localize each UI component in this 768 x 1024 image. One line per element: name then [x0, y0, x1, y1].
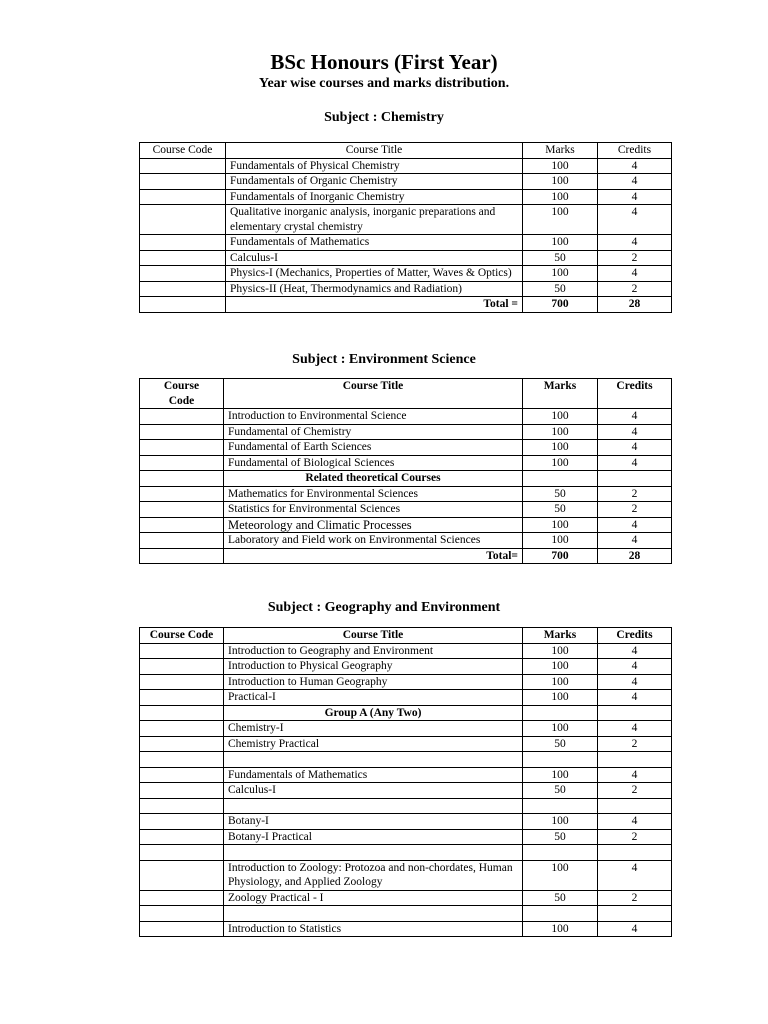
- course-title-cell: Fundamental of Earth Sciences: [224, 440, 523, 456]
- marks-cell: 50: [523, 281, 598, 297]
- credits-cell: 4: [598, 174, 672, 190]
- course-title-cell: Fundamentals of Physical Chemistry: [226, 158, 523, 174]
- course-title-cell: Fundamentals of Mathematics: [226, 235, 523, 251]
- course-code-cell: [140, 235, 226, 251]
- credits-cell: 4: [598, 189, 672, 205]
- course-code-cell: [140, 409, 224, 425]
- credits-cell: 2: [598, 736, 672, 752]
- course-code-cell: [140, 921, 224, 937]
- credits-cell: 4: [598, 440, 672, 456]
- course-title-cell: Chemistry-I: [224, 721, 523, 737]
- table-row: [140, 906, 672, 922]
- credits-cell: 4: [598, 690, 672, 706]
- table-row: [140, 517, 672, 533]
- credits-cell: 2: [598, 502, 672, 518]
- table-row: [140, 752, 672, 768]
- course-code-cell: [140, 829, 224, 845]
- course-title-cell: Fundamental of Biological Sciences: [224, 455, 523, 471]
- table-row: [140, 486, 672, 502]
- course-code-cell: [140, 643, 224, 659]
- chemistry-table: [139, 142, 672, 313]
- course-title-cell: Fundamentals of Mathematics: [224, 767, 523, 783]
- credits-cell: 4: [598, 921, 672, 937]
- table-row: [140, 674, 672, 690]
- course-code-cell: [140, 281, 226, 297]
- credits-cell: 4: [598, 424, 672, 440]
- subject-environment-heading: Subject : Environment Science: [292, 352, 476, 367]
- table-header-row: [140, 143, 672, 159]
- credits-cell: 4: [598, 409, 672, 425]
- column-header: Course Code: [140, 143, 226, 159]
- course-title-cell: Qualitative inorganic analysis, inorganic preparations and elementary crystal chemistry: [226, 205, 523, 235]
- course-code-cell: [140, 860, 224, 890]
- table-row: [140, 250, 672, 266]
- course-title-cell: Botany-I: [224, 814, 523, 830]
- course-title-cell: Introduction to Zoology: Protozoa and non-chordates, Human Physiology, and Applied Zoology: [224, 860, 523, 890]
- marks-cell: 100: [523, 266, 598, 282]
- table-row: [140, 455, 672, 471]
- table-header-row: [140, 379, 672, 409]
- page-subtitle: Year wise courses and marks distribution.: [258, 76, 510, 91]
- credits-cell: 2: [598, 486, 672, 502]
- total-label: Total=: [224, 548, 523, 564]
- marks-cell: 50: [523, 890, 598, 906]
- course-title-cell: [224, 752, 523, 768]
- credits-cell: 4: [598, 266, 672, 282]
- group-label: Group A (Any Two): [224, 705, 523, 721]
- credits-cell: 2: [598, 783, 672, 799]
- marks-cell: 100: [523, 674, 598, 690]
- marks-cell: 100: [523, 860, 598, 890]
- course-title-cell: Fundamentals of Inorganic Chemistry: [226, 189, 523, 205]
- credits-cell: 4: [598, 814, 672, 830]
- course-title-cell: Calculus-I: [226, 250, 523, 266]
- table-row: [140, 158, 672, 174]
- marks-cell: 100: [523, 533, 598, 549]
- marks-cell: 100: [523, 455, 598, 471]
- course-code-cell: [140, 174, 226, 190]
- table-row: [140, 721, 672, 737]
- course-code-cell: [140, 517, 224, 533]
- course-title-cell: [224, 798, 523, 814]
- course-title-cell: Meteorology and Climatic Processes: [224, 517, 523, 533]
- table-row: [140, 860, 672, 890]
- marks-cell: [523, 798, 598, 814]
- column-header: Course Title: [226, 143, 523, 159]
- credits-cell: 4: [598, 235, 672, 251]
- marks-cell: 50: [523, 783, 598, 799]
- section-row: [140, 705, 672, 721]
- course-title-cell: Fundamental of Chemistry: [224, 424, 523, 440]
- course-code-cell: [140, 205, 226, 235]
- course-title-cell: Physics-I (Mechanics, Properties of Matter, Waves & Optics): [226, 266, 523, 282]
- course-code-cell: [140, 752, 224, 768]
- marks-cell: 100: [523, 440, 598, 456]
- credits-cell: 4: [598, 455, 672, 471]
- table-row: [140, 783, 672, 799]
- course-code-cell: [140, 189, 226, 205]
- column-header: Marks: [523, 379, 598, 409]
- course-title-cell: Practical-I: [224, 690, 523, 706]
- table-row: [140, 767, 672, 783]
- course-title-cell: Mathematics for Environmental Sciences: [224, 486, 523, 502]
- total-marks: 700: [523, 297, 598, 313]
- course-code-cell: [140, 814, 224, 830]
- column-header: Course Code: [140, 379, 224, 409]
- table-row: [140, 921, 672, 937]
- table-row: [140, 205, 672, 235]
- marks-cell: 100: [523, 643, 598, 659]
- total-credits: 28: [598, 548, 672, 564]
- course-title-cell: Chemistry Practical: [224, 736, 523, 752]
- course-code-cell: [140, 266, 226, 282]
- table-row: [140, 281, 672, 297]
- course-title-cell: [224, 906, 523, 922]
- marks-cell: 100: [523, 189, 598, 205]
- total-marks: 700: [523, 548, 598, 564]
- table-row: [140, 424, 672, 440]
- table-row: [140, 502, 672, 518]
- marks-cell: 100: [523, 767, 598, 783]
- marks-cell: 50: [523, 736, 598, 752]
- environment-table: [139, 378, 672, 564]
- geography-table: [139, 627, 672, 937]
- credits-cell: 4: [598, 517, 672, 533]
- course-title-cell: Fundamentals of Organic Chemistry: [226, 174, 523, 190]
- credits-cell: 2: [598, 829, 672, 845]
- course-code-cell: [140, 767, 224, 783]
- course-title-cell: Introduction to Physical Geography: [224, 659, 523, 675]
- column-header: Course Code: [140, 628, 224, 644]
- credits-cell: 4: [598, 721, 672, 737]
- course-code-cell: [140, 798, 224, 814]
- course-code-cell: [140, 659, 224, 675]
- column-header: Marks: [523, 143, 598, 159]
- column-header: Marks: [523, 628, 598, 644]
- course-code-cell: [140, 533, 224, 549]
- course-code-cell: [140, 783, 224, 799]
- marks-cell: 100: [523, 158, 598, 174]
- table-row: [140, 174, 672, 190]
- marks-cell: 100: [523, 517, 598, 533]
- marks-cell: 100: [523, 721, 598, 737]
- course-code-cell: [140, 674, 224, 690]
- marks-cell: 50: [523, 486, 598, 502]
- table-row: [140, 189, 672, 205]
- section-row: [140, 471, 672, 487]
- table-row: [140, 643, 672, 659]
- credits-cell: [598, 798, 672, 814]
- credits-cell: [598, 752, 672, 768]
- credits-cell: [598, 906, 672, 922]
- table-row: [140, 829, 672, 845]
- course-code-cell: [140, 424, 224, 440]
- course-code-cell: [140, 158, 226, 174]
- course-title-cell: [224, 845, 523, 861]
- table-row: [140, 845, 672, 861]
- course-title-cell: Introduction to Geography and Environment: [224, 643, 523, 659]
- column-header: Credits: [598, 143, 672, 159]
- course-code-cell: [140, 906, 224, 922]
- marks-cell: 50: [523, 829, 598, 845]
- course-code-cell: [140, 455, 224, 471]
- course-code-cell: [140, 502, 224, 518]
- credits-cell: 2: [598, 281, 672, 297]
- column-header: Credits: [598, 628, 672, 644]
- related-courses-label: Related theoretical Courses: [224, 471, 523, 487]
- course-code-cell: [140, 736, 224, 752]
- marks-cell: 100: [523, 814, 598, 830]
- marks-cell: 100: [523, 921, 598, 937]
- course-title-cell: Physics-II (Heat, Thermodynamics and Radiation): [226, 281, 523, 297]
- table-row: [140, 659, 672, 675]
- course-title-cell: Botany-I Practical: [224, 829, 523, 845]
- marks-cell: 100: [523, 690, 598, 706]
- marks-cell: [523, 845, 598, 861]
- course-code-cell: [140, 690, 224, 706]
- credits-cell: 4: [598, 158, 672, 174]
- marks-cell: 50: [523, 502, 598, 518]
- course-title-cell: Zoology Practical - I: [224, 890, 523, 906]
- marks-cell: 100: [523, 205, 598, 235]
- credits-cell: 4: [598, 533, 672, 549]
- marks-cell: [523, 752, 598, 768]
- table-row: [140, 409, 672, 425]
- total-label: Total =: [226, 297, 523, 313]
- course-title-cell: Laboratory and Field work on Environmental Sciences: [224, 533, 523, 549]
- column-header: Course Title: [224, 379, 523, 409]
- marks-cell: 100: [523, 235, 598, 251]
- table-row: [140, 736, 672, 752]
- credits-cell: 4: [598, 643, 672, 659]
- subject-chemistry-heading: Subject : Chemistry: [324, 110, 444, 125]
- course-title-cell: Calculus-I: [224, 783, 523, 799]
- marks-cell: 100: [523, 174, 598, 190]
- credits-cell: 4: [598, 860, 672, 890]
- table-row: [140, 690, 672, 706]
- table-row: [140, 266, 672, 282]
- course-code-cell: [140, 486, 224, 502]
- course-title-cell: Introduction to Human Geography: [224, 674, 523, 690]
- course-code-cell: [140, 721, 224, 737]
- credits-cell: 4: [598, 205, 672, 235]
- table-row: [140, 235, 672, 251]
- total-row: [140, 548, 672, 564]
- marks-cell: 100: [523, 409, 598, 425]
- marks-cell: 100: [523, 424, 598, 440]
- column-header: Course Title: [224, 628, 523, 644]
- credits-cell: 2: [598, 250, 672, 266]
- total-row: [140, 297, 672, 313]
- credits-cell: [598, 845, 672, 861]
- marks-cell: 100: [523, 659, 598, 675]
- column-header: Credits: [598, 379, 672, 409]
- credits-cell: 4: [598, 674, 672, 690]
- course-title-cell: Introduction to Statistics: [224, 921, 523, 937]
- course-code-cell: [140, 890, 224, 906]
- page-title: BSc Honours (First Year): [270, 50, 498, 74]
- table-row: [140, 533, 672, 549]
- subject-geography-heading: Subject : Geography and Environment: [267, 600, 501, 615]
- course-title-cell: Statistics for Environmental Sciences: [224, 502, 523, 518]
- marks-cell: 50: [523, 250, 598, 266]
- table-row: [140, 798, 672, 814]
- marks-cell: [523, 906, 598, 922]
- table-row: [140, 890, 672, 906]
- course-code-cell: [140, 440, 224, 456]
- credits-cell: 4: [598, 767, 672, 783]
- table-row: [140, 440, 672, 456]
- course-title-cell: Introduction to Environmental Science: [224, 409, 523, 425]
- course-code-cell: [140, 845, 224, 861]
- table-header-row: [140, 628, 672, 644]
- course-code-cell: [140, 250, 226, 266]
- credits-cell: 4: [598, 659, 672, 675]
- table-row: [140, 814, 672, 830]
- total-credits: 28: [598, 297, 672, 313]
- credits-cell: 2: [598, 890, 672, 906]
